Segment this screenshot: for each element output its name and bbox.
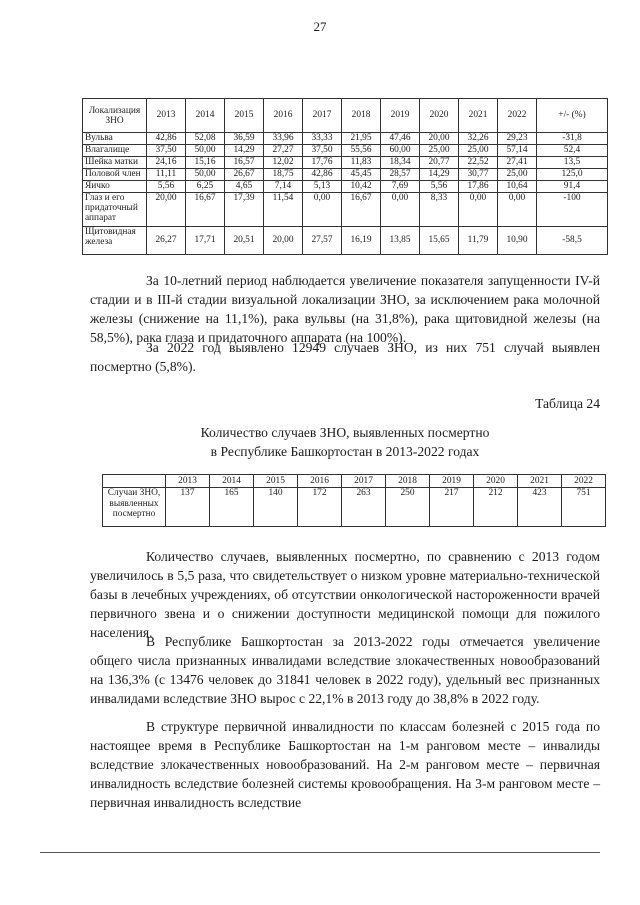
table-row (83, 133, 608, 145)
value-cell: 37,50 (303, 145, 342, 157)
change-cell: -58,5 (537, 227, 608, 255)
change-cell: -31,8 (537, 133, 608, 145)
organ-cell: Щитовидная железа (83, 227, 147, 255)
value-cell: 5,56 (420, 181, 459, 193)
table-label: Таблица 24 (535, 396, 600, 411)
year-header-cell: 2015 (254, 475, 298, 488)
organ-cell: Половой член (83, 169, 147, 181)
table1-header-cell: +/- (%) (537, 99, 608, 133)
value-cell: 50,00 (186, 169, 225, 181)
value-cell: 20,00 (147, 193, 186, 227)
year-header-cell: 2014 (210, 475, 254, 488)
value-cell: 30,77 (459, 169, 498, 181)
table1-header-cell: 2019 (381, 99, 420, 133)
value-cell: 27,41 (498, 157, 537, 169)
value-cell: 55,56 (342, 145, 381, 157)
value-cell: 32,26 (459, 133, 498, 145)
value-cell: 217 (430, 488, 474, 527)
table1-header-cell: 2021 (459, 99, 498, 133)
value-cell: 0,00 (381, 193, 420, 227)
row-label-cell: Случаи ЗНО, выявленных посмертно (103, 488, 166, 527)
table-title-line: в Республике Башкортостан в 2013-2022 годах (210, 444, 480, 459)
change-cell: 125,0 (537, 169, 608, 181)
value-cell: 16,19 (342, 227, 381, 255)
value-cell: 11,79 (459, 227, 498, 255)
value-cell: 137 (166, 488, 210, 527)
value-cell: 27,57 (303, 227, 342, 255)
table2-header-row (103, 475, 606, 488)
value-cell: 20,77 (420, 157, 459, 169)
value-cell: 11,83 (342, 157, 381, 169)
table-posthumous-cases (102, 474, 606, 527)
value-cell: 263 (342, 488, 386, 527)
value-cell: 13,85 (381, 227, 420, 255)
table1-header-cell: 2022 (498, 99, 537, 133)
organ-cell: Влагалище (83, 145, 147, 157)
organ-cell: Яичко (83, 181, 147, 193)
table1-header-cell: 2018 (342, 99, 381, 133)
value-cell: 33,96 (264, 133, 303, 145)
change-cell: 52,4 (537, 145, 608, 157)
year-header-cell: 2016 (298, 475, 342, 488)
page-bottom-rule (40, 852, 600, 853)
value-cell: 50,00 (186, 145, 225, 157)
value-cell: 6,25 (186, 181, 225, 193)
value-cell: 14,29 (225, 145, 264, 157)
table1-header-cell: 2014 (186, 99, 225, 133)
value-cell: 165 (210, 488, 254, 527)
year-header-cell: 2019 (430, 475, 474, 488)
value-cell: 25,00 (498, 169, 537, 181)
value-cell: 25,00 (420, 145, 459, 157)
organ-cell: Шейка матки (83, 157, 147, 169)
value-cell: 16,67 (342, 193, 381, 227)
organ-cell: Вульва (83, 133, 147, 145)
value-cell: 0,00 (498, 193, 537, 227)
value-cell: 0,00 (459, 193, 498, 227)
table1-header-cell: Локализация ЗНО (83, 99, 147, 133)
paragraph-stage-trend: За 10-летний период наблюдается увеличение показателя запущенности IV-й стадии и в III-й стадии визуальной локализации ЗНО, за исключением рака молочной железы (снижение на 11,1%), рака вульвы (на 31,8%), рака щитовидной железы (на 58,5%), рака глаза и придаточного аппарата (на 100%). (90, 273, 600, 345)
change-cell: -100 (537, 193, 608, 227)
value-cell: 36,59 (225, 133, 264, 145)
value-cell: 42,86 (147, 133, 186, 145)
value-cell: 47,46 (381, 133, 420, 145)
table-row (103, 488, 606, 527)
value-cell: 29,23 (498, 133, 537, 145)
value-cell: 250 (386, 488, 430, 527)
table-row (83, 181, 608, 193)
value-cell: 423 (518, 488, 562, 527)
value-cell: 11,11 (147, 169, 186, 181)
value-cell: 27,27 (264, 145, 303, 157)
table1-header-cell: 2015 (225, 99, 264, 133)
change-cell: 91,4 (537, 181, 608, 193)
value-cell: 33,33 (303, 133, 342, 145)
change-cell: 13,5 (537, 157, 608, 169)
paragraph-posthumous-growth: Количество случаев, выявленных посмертно, по сравнению с 2013 годом увеличилось в 5,5 раза, что свидетельствует о низком уровне материально-технической базы в лечебных учреждениях, об отсутствии онкологической настороженности врачей первичного звена и о снижении доступности медицинской помощи для пожилого населения. (90, 549, 600, 640)
value-cell: 20,51 (225, 227, 264, 255)
value-cell: 22,52 (459, 157, 498, 169)
value-cell: 16,67 (186, 193, 225, 227)
value-cell: 15,16 (186, 157, 225, 169)
value-cell: 57,14 (498, 145, 537, 157)
table-title (90, 423, 600, 461)
value-cell: 15,65 (420, 227, 459, 255)
value-cell: 25,00 (459, 145, 498, 157)
year-header-cell: 2017 (342, 475, 386, 488)
year-header-cell: 2021 (518, 475, 562, 488)
organ-cell: Глаз и его придаточный аппарат (83, 193, 147, 227)
value-cell: 26,27 (147, 227, 186, 255)
value-cell: 7,69 (381, 181, 420, 193)
year-header-cell: 2018 (386, 475, 430, 488)
value-cell: 5,13 (303, 181, 342, 193)
value-cell: 24,16 (147, 157, 186, 169)
value-cell: 172 (298, 488, 342, 527)
value-cell: 11,54 (264, 193, 303, 227)
value-cell: 17,86 (459, 181, 498, 193)
value-cell: 18,34 (381, 157, 420, 169)
value-cell: 16,57 (225, 157, 264, 169)
value-cell: 10,42 (342, 181, 381, 193)
value-cell: 8,33 (420, 193, 459, 227)
table-late-stage-detection (82, 98, 608, 255)
table-row (83, 169, 608, 181)
paragraph-disability-growth: В Республике Башкортостан за 2013-2022 годы отмечается увеличение общего числа признанных инвалидами вследствие злокачественных новообразований на 136,3% (с 13476 человек до 31841 человек в 2022 году), удельный вес признанных инвалидами вследствие ЗНО вырос с 22,1% в 2013 году до 38,8% в 2022 году. (90, 634, 600, 706)
value-cell: 17,39 (225, 193, 264, 227)
value-cell: 17,71 (186, 227, 225, 255)
paragraph-posthumous-2022: За 2022 год выявлено 12949 случаев ЗНО, из них 751 случай выявлен посмертно (5,8%). (90, 340, 600, 374)
value-cell: 42,86 (303, 169, 342, 181)
table1-header-row (83, 99, 608, 133)
table-row (83, 193, 608, 227)
table-row (83, 145, 608, 157)
year-header-cell: 2013 (166, 475, 210, 488)
table-title-line: Количество случаев ЗНО, выявленных посмертно (200, 425, 490, 440)
value-cell: 17,76 (303, 157, 342, 169)
value-cell: 0,00 (303, 193, 342, 227)
value-cell: 14,29 (420, 169, 459, 181)
value-cell: 12,02 (264, 157, 303, 169)
table2-corner-cell (103, 475, 166, 488)
table1-header-cell: 2016 (264, 99, 303, 133)
value-cell: 751 (562, 488, 606, 527)
paragraph-disability-structure: В структуре первичной инвалидности по классам болезней с 2015 года по настоящее время в Республике Башкортостан на 1-м ранговом месте – инвалиды вследствие злокачественных новообразований. На 2-м ранговом месте – первичная инвалидность вследствие болезней системы кровообращения. На 3-м ранговом месте – первичная инвалидность вследствие (90, 719, 600, 810)
value-cell: 18,75 (264, 169, 303, 181)
year-header-cell: 2022 (562, 475, 606, 488)
value-cell: 20,00 (420, 133, 459, 145)
value-cell: 4,65 (225, 181, 264, 193)
page-number: 27 (313, 19, 327, 34)
table1-header-cell: 2020 (420, 99, 459, 133)
value-cell: 10,64 (498, 181, 537, 193)
table-row (83, 157, 608, 169)
value-cell: 60,00 (381, 145, 420, 157)
table1-header-cell: 2013 (147, 99, 186, 133)
value-cell: 140 (254, 488, 298, 527)
value-cell: 10,90 (498, 227, 537, 255)
value-cell: 20,00 (264, 227, 303, 255)
value-cell: 212 (474, 488, 518, 527)
value-cell: 45,45 (342, 169, 381, 181)
value-cell: 21,95 (342, 133, 381, 145)
table1-header-cell: 2017 (303, 99, 342, 133)
value-cell: 37,50 (147, 145, 186, 157)
value-cell: 5,56 (147, 181, 186, 193)
year-header-cell: 2020 (474, 475, 518, 488)
value-cell: 7,14 (264, 181, 303, 193)
value-cell: 52,08 (186, 133, 225, 145)
value-cell: 26,67 (225, 169, 264, 181)
value-cell: 28,57 (381, 169, 420, 181)
table-row (83, 227, 608, 255)
